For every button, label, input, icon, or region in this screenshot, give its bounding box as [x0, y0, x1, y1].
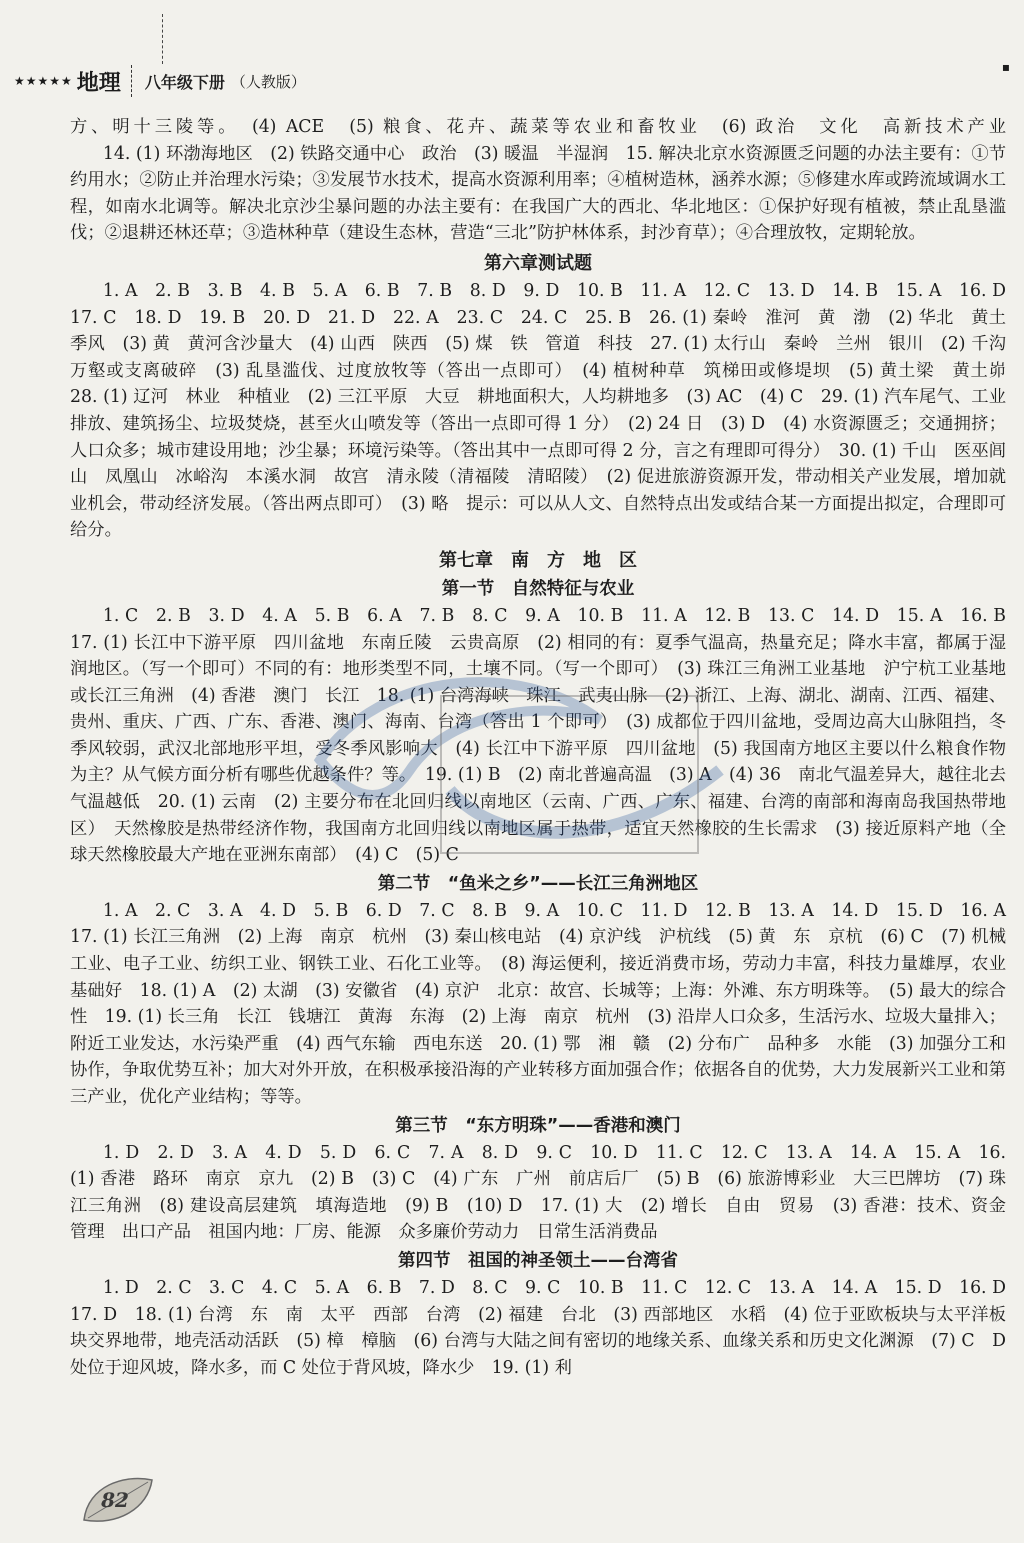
answer-paragraph: 1. A 2. B 3. B 4. B 5. A 6. B 7. B 8. D 9. D 10. B 11. A 12. C 13. D 14. B 15. A 16. D 17. C 18. D 19. B 20. D 21. D 22. A 23. C 24. C 25. B 26. (1) 秦岭 淮河 黄 渤 (2) 华北 黄土 季风 (3) 黄 黄河含沙量大 (4) 山西 陕西 (5) 煤 铁 管道 科技 27. (1) 太行山 秦岭 兰州 银川 (2) 千沟万壑或支离破碎 (3) 乱垦滥伐、过度放牧等（答出一点即可） (4) 植树种草 筑梯田或修堤坝 (5) 黄土梁 黄土峁 28. (1) 辽河 林业 种植业 (2) 三江平原 大豆 耕地面积大，人均耕地多 (3) AC (4) C 29. (1) 汽车尾气、工业排放、建筑扬尘、垃圾焚烧，甚至火山喷发等（答出一点即可得 1 分） (2) 24 日 (3) D (4) 水资源匮乏；交通拥挤；人口众多；城市建设用地；沙尘暴；环境污染等。（答出其中一点即可得 2 分，言之有理即可得分） 30. (1) 千山 医巫闾山 凤凰山 冰峪沟 本溪水洞 故宫 清永陵（清福陵 清昭陵） (2) 促进旅游资源开发，带动相关产业发展，增加就业机会，带动经济发展。（答出两点即可） (3) 略 提示：可以从人文、自然特点出发或结合某一方面提出拟定，合理即可给分。: [70, 280, 1024, 541]
grade-label: 八年级下册: [144, 72, 225, 92]
answer-paragraph: 1. D 2. C 3. C 4. C 5. A 6. B 7. D 8. C 9. C 10. B 11. C 12. C 13. A 14. A 15. D 16. D 17. D 18. (1) 台湾 东 南 太平 西部 台湾 (2) 福建 台北 (3) 西部地区 水稻 (4) 位于亚欧板块与太平洋板块交界地带，地壳活动活跃 (5) 樟 樟脑 (6) 台湾与大陆之间有密切的地缘关系、血缘关系和历史文化渊源 (7) C D 处位于迎风坡，降水多，而 C 处位于背风坡，降水少 19. (1) 利: [70, 1277, 1024, 1378]
chapter-heading: 第六章测试题: [484, 252, 592, 274]
answer-paragraph: 方、明十三陵等。 (4) ACE (5) 粮食、花卉、蔬菜等农业和畜牧业 (6) 政治 文化 高新技术产业: [70, 117, 1006, 137]
subject-title: 地理: [76, 69, 121, 96]
answer-paragraph: 1. C 2. B 3. D 4. A 5. B 6. A 7. B 8. C 9. A 10. B 11. A 12. B 13. C 14. D 15. A 16. B 17. (1) 长江中下游平原 四川盆地 东南丘陵 云贵高原 (2) 相同的有：夏季气温高，热量充足；降水丰富，都属于湿润地区。（写一个即可）不同的有：地形类型不同，土壤不同。（写一个即可） (3) 珠江三角洲工业基地 沪宁杭工业基地或长江三角洲 (4) 香港 澳门 长江 18. (1) 台湾海峡 珠江 武夷山脉 (2) 浙江、上海、湖北、湖南、江西、福建、贵州、重庆、广西、广东、香港、澳门、海南、台湾（答出 1 个即可） (3) 成都位于四川盆地，受周边高大山脉阻挡，冬季风较弱，武汉北部地形平坦，受冬季风影响大 (4) 长江中下游平原 四川盆地 (5) 我国南方地区主要以什么粮食作物为主？从气候方面分析有哪些优越条件？等。 19. (1) B (2) 南北普遍高温 (3) A (4) 36 南北气温差异大，越往北去气温越低 20. (1) 云南 (2) 主要分布在北回归线以南地区（云南、广西、广东、福建、台湾的南部和海南岛我国热带地区） 天然橡胶是热带经济作物，我国南方北回归线以南地区属于热带，适宜天然橡胶的生长需求 (3) 接近原料产地（全球天然橡胶最大产地在亚洲东南部） (4) C (5) C: [70, 605, 1024, 866]
binding-line: [162, 14, 163, 64]
answer-paragraph: 1. D 2. D 3. A 4. D 5. D 6. C 7. A 8. D 9. C 10. D 11. C 12. C 13. A 14. A 15. A 16. (1) 香港 路环 南京 京九 (2) B (3) C (4) 广东 广州 前店后厂 (5) B (6) 旅游博彩业 大三巴牌坊 (7) 珠江三角洲 (8) 建设高层建筑 填海造地 (9) B (10) D 17. (1) 大 (2) 增长 自由 贸易 (3) 香港：技术、资金 管理 出口产品 祖国内地：厂房、能源 众多廉价劳动力 日常生活消费品: [70, 1142, 1024, 1243]
section-heading: 第四节 祖国的神圣领土——台湾省: [398, 1250, 678, 1271]
answer-content: [70, 114, 1024, 1381]
header-divider: [131, 65, 133, 97]
answer-paragraph: 1. A 2. C 3. A 4. D 5. B 6. D 7. C 8. B 9. A 10. C 11. D 12. B 13. A 14. D 15. D 16. A 17. (1) 长江三角洲 (2) 上海 南京 杭州 (3) 秦山核电站 (4) 京沪线 沪杭线 (5) 黄 东 京杭 (6) C (7) 机械工业、电子工业、纺织工业、钢铁工业、石化工业等。 (8) 海运便利，接近消费市场，劳动力丰富，科技力量雄厚，农业基础好 18. (1) A (2) 太湖 (3) 安徽省 (4) 京沪 北京：故宫、长城等；上海：外滩、东方明珠等。 (5) 最大的综合性 19. (1) 长三角 长江 钱塘江 黄海 东海 (2) 上海 南京 杭州 (3) 沿岸人口众多，生活污水、垃圾大量排入；附近工业发达，水污染严重 (4) 西气东输 西电东送 20. (1) 鄂 湘 赣 (2) 分布广 品种多 水能 (3) 加强分工和协作，争取优势互补；加大对外开放，在积极承接沿海的产业转移方面加强合作；依据各自的优势，大力发展新兴工业和第三产业，优化产业结构；等等。: [70, 900, 1024, 1107]
section-heading: 第一节 自然特征与农业: [441, 578, 635, 599]
rating-stars: ★★★★★: [14, 74, 73, 88]
answer-paragraph: 14. (1) 环渤海地区 (2) 铁路交通中心 政治 (3) 暖温 半湿润 15. 解决北京水资源匮乏问题的办法主要有：①节约用水；②防止并治理水污染；③发展节水技术，提高水资源利用率；④植树造林，涵养水源；⑤修建水库或跨流域调水工程，如南水北调等。解决北京沙尘暴问题的办法主要有：在我国广大的西北、华北地区：①保护好现有植被，禁止乱垦滥伐；②退耕还林还草；③造林种草（建设生态林，营造“三北”防护林体系，封沙育草）；④合理放牧，定期轮放。: [70, 143, 1006, 244]
section-heading: 第二节 “鱼米之乡”——长江三角洲地区: [377, 873, 699, 894]
edition-label: （人教版）: [230, 72, 306, 91]
page-header: [14, 62, 306, 100]
page-number: 82: [101, 1488, 129, 1512]
section-heading: 第三节 “东方明珠”——香港和澳门: [395, 1115, 681, 1136]
corner-mark: ▪: [1001, 60, 1010, 74]
chapter-heading: 第七章 南 方 地 区: [439, 549, 637, 571]
